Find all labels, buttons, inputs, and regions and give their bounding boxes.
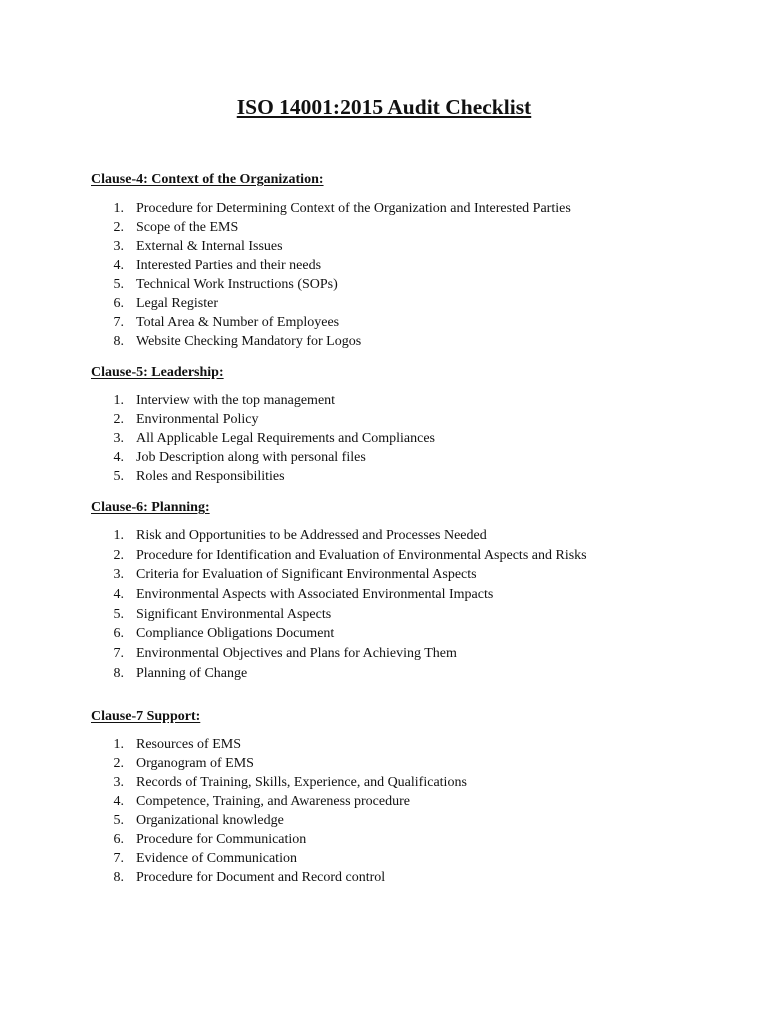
- item-number: 3.: [113, 775, 124, 790]
- item-text: Significant Environmental Aspects: [136, 606, 332, 622]
- item-text: Website Checking Mandatory for Logos: [136, 334, 362, 349]
- item-number: 3.: [113, 431, 124, 446]
- item-text: Procedure for Communication: [136, 832, 307, 847]
- item-number: 6.: [113, 832, 124, 847]
- item-text: Interested Parties and their needs: [136, 258, 322, 273]
- item-number: 4.: [113, 450, 124, 465]
- item-text: Evidence of Communication: [136, 851, 297, 866]
- item-number: 7.: [113, 851, 124, 866]
- item-number: 5.: [113, 606, 124, 622]
- item-text: Risk and Opportunities to be Addressed and Processes Needed: [136, 528, 487, 543]
- item-text: Criteria for Evaluation of Significant Environmental Aspects: [136, 567, 477, 583]
- item-number: 4.: [113, 587, 124, 603]
- item-number: 5.: [113, 469, 124, 484]
- item-text: Interview with the top management: [136, 393, 336, 408]
- item-number: 8.: [113, 870, 124, 885]
- item-number: 3.: [113, 239, 124, 254]
- item-number: 7.: [113, 646, 124, 662]
- item-text: External & Internal Issues: [136, 239, 283, 254]
- item-text: All Applicable Legal Requirements and Compliances: [136, 431, 435, 446]
- item-text: Organogram of EMS: [136, 756, 254, 771]
- item-number: 8.: [113, 334, 124, 349]
- item-text: Procedure for Determining Context of the Organization and Interested Parties: [136, 201, 571, 216]
- item-number: 4.: [113, 794, 124, 809]
- item-number: 4.: [113, 258, 124, 273]
- item-text: Records of Training, Skills, Experience, and Qualifications: [136, 775, 467, 790]
- clause-heading-context: Clause-4: Context of the Organization:: [91, 172, 324, 187]
- clause-heading-planning: Clause-6: Planning:: [91, 500, 210, 515]
- item-text: Environmental Objectives and Plans for Achieving Them: [136, 646, 457, 662]
- item-number: 7.: [113, 315, 124, 330]
- item-text: Planning of Change: [136, 665, 248, 681]
- item-number: 1.: [113, 393, 124, 408]
- item-text: Technical Work Instructions (SOPs): [136, 277, 338, 292]
- item-number: 2.: [113, 220, 124, 235]
- item-text: Compliance Obligations Document: [136, 626, 335, 642]
- item-text: Environmental Policy: [136, 412, 259, 427]
- item-text: Scope of the EMS: [136, 220, 239, 235]
- item-text: Job Description along with personal files: [136, 450, 366, 465]
- item-number: 2.: [113, 412, 124, 427]
- item-text: Procedure for Document and Record control: [136, 870, 386, 885]
- item-number: 6.: [113, 296, 124, 311]
- item-text: Organizational knowledge: [136, 813, 284, 828]
- item-text: Roles and Responsibilities: [136, 469, 285, 484]
- item-text: Legal Register: [136, 296, 219, 311]
- item-text: Total Area & Number of Employees: [136, 315, 340, 330]
- item-text: Procedure for Identification and Evaluation of Environmental Aspects and Risks: [136, 547, 587, 563]
- item-number: 2.: [113, 756, 124, 771]
- item-text: Competence, Training, and Awareness procedure: [136, 794, 410, 809]
- item-number: 5.: [113, 813, 124, 828]
- item-number: 3.: [113, 567, 124, 583]
- item-number: 1.: [113, 737, 124, 752]
- item-text: Environmental Aspects with Associated Environmental Impacts: [136, 587, 494, 603]
- item-number: 1.: [113, 201, 124, 216]
- item-number: 1.: [113, 528, 124, 543]
- item-number: 5.: [113, 277, 124, 292]
- clause-heading-support: Clause-7 Support:: [91, 709, 201, 724]
- item-number: 6.: [113, 626, 124, 642]
- item-number: 2.: [113, 547, 124, 563]
- item-text: Resources of EMS: [136, 737, 241, 752]
- document-title: ISO 14001:2015 Audit Checklist: [236, 95, 532, 119]
- clause-heading-leadership: Clause-5: Leadership:: [91, 365, 224, 380]
- item-number: 8.: [113, 665, 124, 681]
